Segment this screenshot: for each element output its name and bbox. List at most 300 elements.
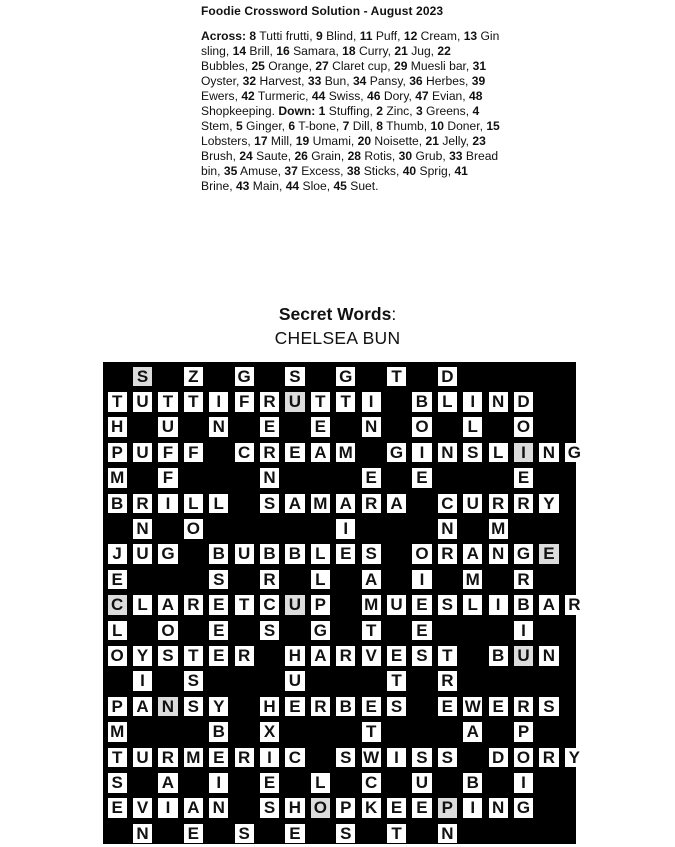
cell-letter: S [441,747,453,767]
cell-letter: R [238,747,251,767]
cell-letter: U [466,493,479,513]
cell-letter: M [338,442,353,462]
clue-item: 3 Greens, [412,104,470,118]
grid-cell [362,798,381,818]
grid-cell [133,443,152,463]
cell-letter: A [288,493,302,513]
grid-cell [285,824,304,844]
clue-item: 17 Mill, [250,134,293,148]
down-heading: Down: [278,104,316,118]
grid-cell [209,595,228,615]
cell-letter: E [289,823,301,843]
cell-letter: R [517,493,530,513]
clue-number: 40 [399,164,417,178]
grid-cell [336,697,355,717]
cell-letter: A [187,798,200,818]
grid-cell [108,494,127,514]
cell-letter: I [267,747,272,767]
clue-number: 12 [400,29,418,43]
grid-cell [362,722,381,742]
grid-cell [285,544,304,564]
clue-item: 22 Bubbles, [201,44,451,73]
grid-cell [463,544,482,564]
grid-cell [336,824,355,844]
cell-letter: R [136,493,149,513]
cell-letter: E [543,544,555,564]
clue-number: 6 [285,119,296,133]
cell-letter: R [187,595,200,615]
grid-cell [108,544,127,564]
clue-number: 33 [304,74,322,88]
cell-letter: U [288,595,302,615]
clue-item: 10 Doner, [427,119,483,133]
cell-letter: X [263,722,276,742]
grid-cell [412,544,431,564]
grid-cell [539,443,558,463]
cell-letter: O [516,417,531,437]
cell-letter: I [521,772,526,792]
cell-letter: T [442,645,453,665]
grid-cell [438,646,457,666]
clue-item: 33 Bread bin, [201,149,499,178]
cell-letter: S [187,671,199,691]
grid-cell [260,443,279,463]
cell-letter: S [340,823,352,843]
cell-letter: O [110,645,124,665]
clue-item: 35 Amuse, [220,164,282,178]
cell-letter: E [340,544,352,564]
cell-letter: G [516,544,531,564]
clue-number: 46 [363,89,381,103]
cell-letter: T [315,391,326,411]
cell-letter: U [517,645,530,665]
grid-cell [133,748,152,768]
cell-letter: R [339,645,352,665]
cell-letter: B [517,595,530,615]
cell-letter: S [416,747,428,767]
cell-letter: L [467,417,478,437]
clue-item: 39 Ewers, [201,74,486,103]
grid-cell [463,595,482,615]
clue-number: 38 [343,164,361,178]
grid-cell [108,570,127,590]
grid-cell [108,798,127,818]
grid-cell [463,722,482,742]
grid-cell [539,748,558,768]
grid-cell [362,646,381,666]
grid-cell [362,621,381,641]
grid-cell [514,595,533,615]
cell-letter: N [441,518,454,538]
cell-letter: C [238,442,251,462]
grid-cell [209,748,228,768]
clue-number: 31 [469,59,487,73]
clue-number: 10 [427,119,444,133]
grid-cell [489,392,508,412]
grid-cell [336,519,355,539]
cell-letter: C [263,595,276,615]
clue-item: 8 Thumb, [372,119,428,133]
grid-cell [438,443,457,463]
clue-item: 30 Grub, [395,149,446,163]
grid-cell [260,544,279,564]
clue-number: 14 [229,44,247,58]
cell-letter: T [238,595,250,615]
clue-number: 36 [405,74,423,88]
cell-letter: A [365,569,378,589]
cell-letter: N [136,518,149,538]
cell-letter: I [470,798,476,818]
grid-cell [108,773,127,793]
grid-cell [133,824,152,844]
cell-letter: L [137,595,148,615]
grid-cell [285,494,304,514]
cell-letter: E [111,798,123,818]
cell-letter: L [492,442,504,462]
clue-item: 36 Herbes, [405,74,469,88]
grid-cell [209,494,228,514]
grid-cell [362,468,381,488]
grid-cell [285,748,304,768]
cell-letter: T [188,645,199,665]
grid-cell [336,367,355,387]
clue-item: 34 Pansy, [349,74,406,88]
cell-letter: S [162,645,174,665]
cell-letter: N [212,798,225,818]
cell-letter: U [136,747,149,767]
cell-letter: S [289,366,301,386]
cell-letter: E [416,468,428,488]
clue-number: 45 [330,179,347,193]
clue-item: 44 Sloe, [282,179,331,193]
grid-cell [158,621,177,641]
grid-cell [158,392,177,412]
clue-item: 8 Tutti frutti, [249,29,313,43]
clue-number: 8 [372,119,383,133]
clue-number: 44 [282,179,300,193]
cell-letter: E [187,823,199,843]
cell-letter: O [516,747,531,767]
clue-item: 46 Dory, [363,89,412,103]
grid-cell [514,417,533,437]
cell-letter: U [136,391,149,411]
grid-cell [463,443,482,463]
grid-cell [412,773,431,793]
cell-letter: C [288,747,302,767]
cell-letter: A [542,595,556,615]
grid-cell [514,621,533,641]
grid-cell [362,417,381,437]
cell-letter: K [365,798,378,818]
cell-letter: N [136,823,149,843]
clue-item: 4 Stem, [201,104,480,133]
cell-letter: C [365,772,378,792]
grid-cell [260,494,279,514]
grid-cell [387,494,406,514]
grid-cell [311,697,330,717]
grid-cell [108,595,127,615]
cell-letter: O [313,798,327,818]
clue-item: 42 Turmeric, [237,89,309,103]
cell-letter: Y [543,493,555,513]
clue-number: 9 [312,29,323,43]
clue-number: 3 [412,104,423,118]
grid-cell [133,595,152,615]
grid-cell [209,773,228,793]
grid-cell [514,697,533,717]
cell-letter: E [365,696,377,716]
cell-letter: U [288,671,302,691]
cell-letter: E [289,442,301,462]
grid-cell [514,544,533,564]
grid-cell [362,773,381,793]
grid-cell [108,417,127,437]
grid-cell [489,519,508,539]
clue-number: 44 [308,89,326,103]
grid-cell [362,697,381,717]
grid-cell [260,773,279,793]
cell-letter: A [136,696,149,716]
clue-item: 6 T-bone, [285,119,340,133]
grid-cell [514,570,533,590]
cell-letter: S [213,569,225,589]
cell-letter: W [363,747,380,767]
clue-item: 47 Evian, [411,89,466,103]
cell-letter: D [492,747,505,767]
grid-cell [565,443,584,463]
grid-cell [463,392,482,412]
cell-letter: L [188,493,199,513]
cell-letter: G [237,366,251,386]
clue-number: 41 [451,164,468,178]
cell-letter: V [365,645,377,665]
clue-number: 8 [249,29,257,43]
cell-letter: W [464,696,481,716]
cell-letter: T [188,391,199,411]
cell-letter: E [390,645,403,665]
grid-cell [336,646,355,666]
clue-number: 13 [460,29,478,43]
grid-cell [260,595,279,615]
cell-letter: U [390,595,403,615]
grid-cell [463,417,482,437]
grid-cell [285,671,304,691]
secret-heading-colon: : [391,304,397,324]
cell-letter: Y [568,747,580,767]
grid-cell [133,646,152,666]
cell-letter: E [314,417,326,437]
grid-cell [336,544,355,564]
grid-cell [158,417,177,437]
grid-cell [539,544,558,564]
cell-letter: D [441,366,454,386]
clue-item: 1 Stuffing, [318,104,373,118]
clue-item: 21 Jelly, [422,134,469,148]
grid-cell [438,697,457,717]
grid-cell [184,595,203,615]
grid-cell [158,646,177,666]
grid-cell [133,671,152,691]
cell-letter: E [365,468,377,488]
cell-letter: N [263,468,276,488]
clue-item: 7 Dill, [339,119,373,133]
clue-number: 23 [468,134,486,148]
cell-letter: R [161,747,175,767]
grid-cell [133,697,152,717]
cell-letter: T [340,391,351,411]
cell-letter: U [415,772,429,792]
grid-cell [412,748,431,768]
cell-letter: T [162,391,174,411]
cell-letter: B [288,544,302,564]
grid-cell [336,494,355,514]
grid-cell [362,544,381,564]
cell-letter: D [517,391,530,411]
grid-cell [463,773,482,793]
grid-cell [158,468,177,488]
grid-cell [514,773,533,793]
cell-letter: G [567,442,581,462]
cell-letter: S [340,747,352,767]
grid-cell [463,697,482,717]
cell-letter: C [441,493,454,513]
grid-cell [387,748,406,768]
cell-letter: M [110,722,125,742]
grid-cell [184,392,203,412]
cell-letter: A [390,493,403,513]
cell-letter: B [212,722,225,742]
cell-letter: B [212,544,225,564]
cell-letter: N [441,823,454,843]
grid-cell [209,392,228,412]
cell-letter: E [263,772,276,792]
cell-letter: I [521,442,526,462]
cell-letter: R [365,493,378,513]
cell-letter: N [542,442,556,462]
cell-letter: S [263,798,276,818]
cell-letter: E [213,595,225,615]
cell-letter: N [441,442,454,462]
cell-letter: S [441,595,453,615]
grid-cell [412,417,431,437]
grid-cell [438,544,457,564]
cell-letter: I [368,391,374,411]
grid-cell [260,468,279,488]
solution-title: Foodie Crossword Solution - August 2023 [201,4,444,18]
cell-letter: E [517,468,530,488]
cell-letter: A [339,493,352,513]
grid-cell [285,367,304,387]
cell-letter: G [161,544,175,564]
cell-letter: A [161,595,175,615]
clue-number: 25 [248,59,265,73]
grid-cell [412,646,431,666]
cell-letter: F [238,391,250,411]
grid-cell [108,697,127,717]
grid-cell [184,697,203,717]
grid-cell [514,392,533,412]
grid-cell [184,367,203,387]
clue-number: 18 [338,44,356,58]
grid-cell [565,748,584,768]
grid-cell [158,544,177,564]
grid-cell [158,697,177,717]
cell-letter: I [140,671,145,691]
clue-number: 1 [318,104,326,118]
grid-cell [438,748,457,768]
clue-item: 27 Claret cup, [311,59,391,73]
clue-number: 43 [232,179,250,193]
clue-number: 4 [469,104,480,118]
grid-cell [514,468,533,488]
cell-letter: R [263,442,276,462]
grid-cell [209,722,228,742]
crossword-grid [103,362,581,844]
grid-cell [311,773,330,793]
cell-letter: B [415,391,429,411]
cell-letter: Z [188,366,199,386]
cell-letter: H [288,645,302,665]
grid-cell [362,748,381,768]
cell-letter: R [441,671,454,691]
grid-cell [438,494,457,514]
grid-cell [362,494,381,514]
grid-cell [158,595,177,615]
clue-item: 38 Sticks, [343,164,400,178]
grid-cell [108,468,127,488]
clue-item: 19 Umami, [292,134,355,148]
clue-item: 21 Jug, [391,44,435,58]
grid-cell [412,595,431,615]
cell-letter: P [517,722,530,742]
cell-letter: S [263,620,276,640]
clue-number: 17 [250,134,268,148]
clue-number: 5 [232,119,243,133]
cell-letter: T [111,747,123,767]
grid-cell [489,798,508,818]
cell-letter: E [416,620,428,640]
grid-cell [387,595,406,615]
cell-letter: F [162,468,174,488]
grid-cell [260,722,279,742]
clue-number: 34 [349,74,367,88]
grid-cell [235,595,254,615]
cell-letter: P [111,696,123,716]
grid-cell [438,798,457,818]
grid-cell [514,722,533,742]
clue-number: 19 [292,134,310,148]
cell-letter: L [315,544,326,564]
cell-letter: S [467,442,479,462]
cell-letter: E [289,696,301,716]
grid-cell [158,748,177,768]
grid-cell [285,798,304,818]
grid-cell [108,443,127,463]
grid-cell [311,494,330,514]
cell-letter: C [111,595,124,615]
grid-cell [412,468,431,488]
cell-letter: U [136,442,149,462]
clue-item: 13 Gin sling, [201,29,500,58]
cell-letter: R [314,696,327,716]
grid-cell [387,824,406,844]
clue-item: 11 Puff, [356,29,401,43]
grid-cell [184,824,203,844]
cell-letter: S [390,696,403,716]
grid-cell [108,621,127,641]
grid-cell [260,798,279,818]
cell-letter: R [492,493,505,513]
